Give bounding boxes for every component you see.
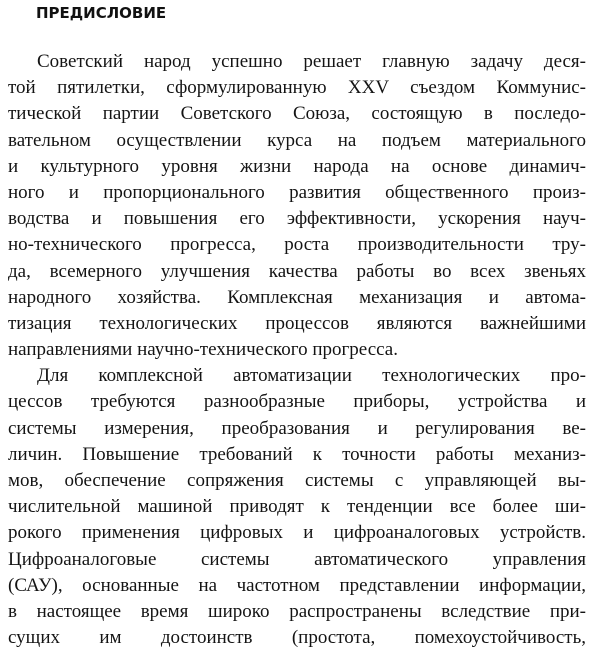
text-line: числительной машиной приводят к тенденции все более ши- <box>8 496 586 518</box>
text-line: Для комплексной автоматизации технологических про- <box>37 365 586 387</box>
section-heading: ПРЕДИСЛОВИЕ <box>36 4 167 22</box>
text-line: той пятилетки, сформулированную XXV съездом Коммунис- <box>8 77 586 99</box>
text-line: (САУ), основанные на частотном представлении информации, <box>8 574 586 596</box>
text-line: мов, обеспечение сопряжения системы с управляющей вы- <box>8 470 586 491</box>
text-line: тизация технологических процессов являются важнейшими <box>8 312 586 334</box>
text-line: водства и повышения его эффективности, ускорения науч- <box>8 208 586 230</box>
text-line: ного и пропорционального развития общественного произ- <box>8 181 586 203</box>
text-line: сущих им достоинств (простота, помехоустойчивость, <box>8 627 586 649</box>
text-line: вательном осуществлении курса на подъем материального <box>8 129 586 151</box>
text-line: цессов требуются разнообразные приборы, устройства и <box>8 391 586 413</box>
text-line: направлениями научно-технического прогресса. <box>8 339 398 361</box>
text-line: тической партии Советского Союза, состоящую в последо- <box>8 103 586 125</box>
text-line: рокого применения цифровых и цифроаналоговых устройств. <box>8 522 586 544</box>
text-line: и культурного уровня жизни народа на основе динамич- <box>8 155 586 177</box>
text-line: личин. Повышение требований к точности работы механиз- <box>8 443 586 465</box>
text-line: в настоящее время широко распространены вследствие при- <box>8 600 586 622</box>
text-line: Цифроаналоговые системы автоматического управления <box>8 548 586 570</box>
text-line: но-технического прогресса, роста производительности тру- <box>8 234 586 256</box>
text-line: народного хозяйства. Комплексная механизация и автома- <box>8 286 586 308</box>
text-line: системы измерения, преобразования и регулирования ве- <box>8 417 586 439</box>
text-line: да, всемерного улучшения качества работы во всех звеньях <box>8 260 586 282</box>
text-line: Советский народ успешно решает главную задачу деся- <box>37 51 586 72</box>
body-text <box>0 49 600 651</box>
